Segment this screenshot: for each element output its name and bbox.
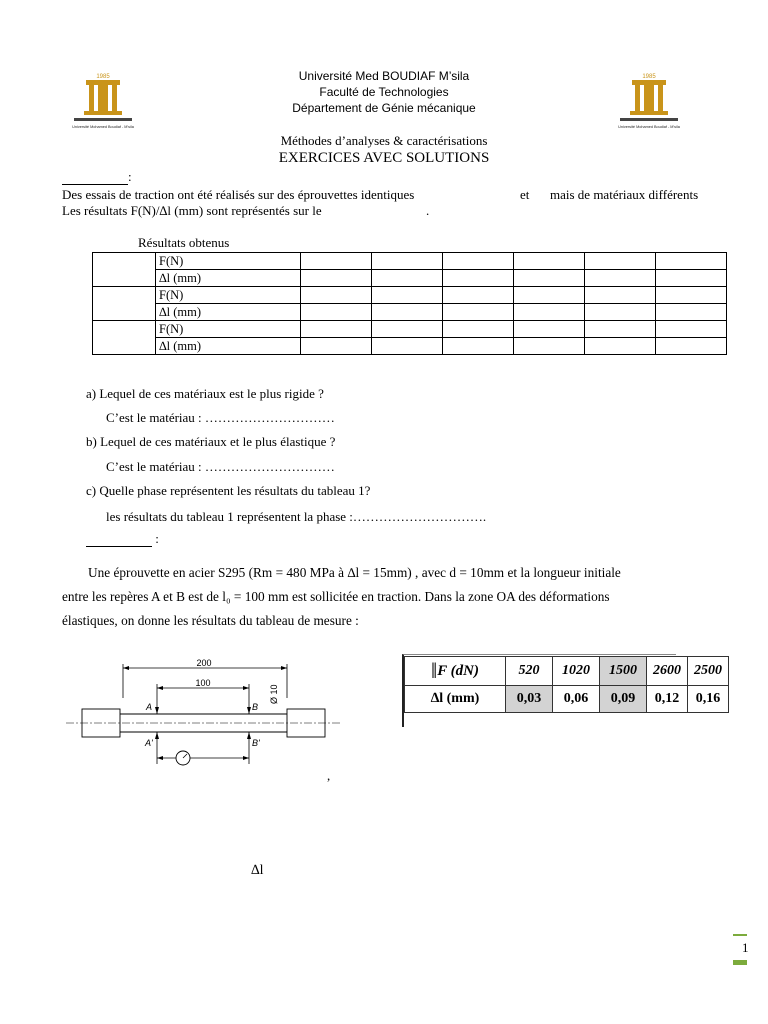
force-value: 520 bbox=[506, 657, 553, 686]
table-row bbox=[93, 321, 727, 338]
logo-caption: Université Mohamed Boudiaf - M'sila bbox=[618, 125, 680, 129]
answer-a: C’est le matériau : ………………………… bbox=[106, 410, 335, 425]
row-label: F(N) bbox=[156, 321, 301, 338]
dim-total-label: 200 bbox=[196, 658, 212, 668]
elongation-value: 0,06 bbox=[553, 686, 600, 713]
table-row bbox=[93, 287, 727, 304]
logo-year: 1985 bbox=[96, 74, 110, 80]
label-B-prime: B' bbox=[252, 738, 260, 748]
elongation-label: ∆l (mm) bbox=[405, 686, 506, 713]
exercise1-intro-line2 bbox=[62, 203, 430, 219]
elongation-value: 0,16 bbox=[688, 686, 729, 713]
intro-line2-text: Les résultats F(N)/∆l (mm) sont représentés sur le bbox=[62, 203, 322, 218]
specimen-drawing bbox=[66, 654, 344, 772]
question-c: c) Quelle phase représentent les résultats du tableau 1? bbox=[86, 483, 371, 498]
answer-b: C’est le matériau : ………………………… bbox=[106, 459, 335, 474]
course-title: Méthodes d’analyses & caractérisations bbox=[280, 133, 488, 148]
question-a: a) Lequel de ces matériaux est le plus rigide ? bbox=[86, 386, 324, 401]
force-row bbox=[405, 657, 729, 686]
delta-l-label: ∆l bbox=[251, 863, 264, 878]
exercise1-intro-line1 bbox=[62, 187, 726, 203]
logo-year: 1985 bbox=[642, 74, 656, 80]
row-label: ∆l (mm) bbox=[156, 304, 301, 321]
row-label: ∆l (mm) bbox=[156, 338, 301, 355]
logo-caption: Université Mohamed Boudiaf - M'sila bbox=[72, 125, 134, 129]
force-value: 2600 bbox=[647, 657, 688, 686]
page-number: 1 bbox=[742, 940, 749, 955]
answer-c: les résultats du tableau 1 représentent la phase :…………………………. bbox=[106, 509, 487, 524]
university-name: Université Med BOUDIAF M’sila bbox=[298, 69, 470, 83]
exercise2-line3: élastiques, on donne les résultats du tableau de mesure : bbox=[62, 613, 359, 628]
force-value: 1500 bbox=[600, 657, 647, 686]
results-table bbox=[92, 252, 727, 355]
intro-line1-end: mais de matériaux différents bbox=[550, 187, 699, 202]
page-marker-bar bbox=[733, 960, 747, 965]
exercise2-heading bbox=[86, 532, 159, 547]
page-marker-line bbox=[733, 934, 747, 936]
table-row bbox=[93, 304, 727, 321]
force-value: 2500 bbox=[688, 657, 729, 686]
dim-gauge-label: 100 bbox=[195, 678, 211, 688]
row-label: F(N) bbox=[156, 253, 301, 270]
row-label: F(N) bbox=[156, 287, 301, 304]
elongation-row bbox=[405, 686, 729, 713]
department-name: Département de Génie mécanique bbox=[292, 101, 476, 115]
material-cell bbox=[93, 253, 156, 287]
question-b: b) Lequel de ces matériaux et le plus élastique ? bbox=[86, 434, 336, 449]
faculty-name: Faculté de Technologies bbox=[319, 85, 449, 99]
dim-diameter-label: Ø 10 bbox=[269, 684, 279, 704]
intro-line2-period: . bbox=[426, 203, 430, 218]
label-A-prime: A' bbox=[145, 738, 153, 748]
elongation-value: 0,03 bbox=[506, 686, 553, 713]
table-row bbox=[93, 253, 727, 270]
exercise2-line1: Une éprouvette en acier S295 (Rm = 480 MPa à ∆l = 15mm) , avec d = 10mm et la longueur initiale bbox=[88, 565, 621, 580]
results-table-caption: Résultats obtenus bbox=[138, 235, 230, 250]
stray-comma: , bbox=[327, 768, 331, 783]
exercise1-heading bbox=[62, 170, 132, 185]
elongation-value: 0,12 bbox=[647, 686, 688, 713]
force-label: ‖F (dN) bbox=[405, 657, 506, 686]
intro-line1-text: Des essais de traction ont été réalisés sur des éprouvettes identiques bbox=[62, 187, 415, 202]
force-label-text: F (dN) bbox=[437, 663, 479, 679]
exercise2-heading-underline bbox=[86, 532, 152, 547]
label-B: B bbox=[252, 702, 259, 712]
material-cell bbox=[93, 321, 156, 355]
table-row bbox=[93, 338, 727, 355]
exercise2-heading-colon: : bbox=[155, 531, 159, 546]
elongation-value: 0,09 bbox=[600, 686, 647, 713]
row-label: ∆l (mm) bbox=[156, 270, 301, 287]
measurement-table bbox=[404, 656, 729, 713]
material-cell bbox=[93, 287, 156, 321]
exercise2-line2: entre les repères A et B est de l₀ = 100 mm est sollicitée en traction. Dans la zone OA des déformations bbox=[62, 589, 610, 604]
force-value: 1020 bbox=[553, 657, 600, 686]
exercise1-heading-underline bbox=[62, 170, 128, 185]
exercise1-heading-colon: : bbox=[128, 169, 132, 184]
document-title: EXERCICES AVEC SOLUTIONS bbox=[278, 150, 490, 166]
table-row bbox=[93, 270, 727, 287]
label-A: A bbox=[146, 702, 153, 712]
intro-line1-and: et bbox=[520, 187, 530, 202]
